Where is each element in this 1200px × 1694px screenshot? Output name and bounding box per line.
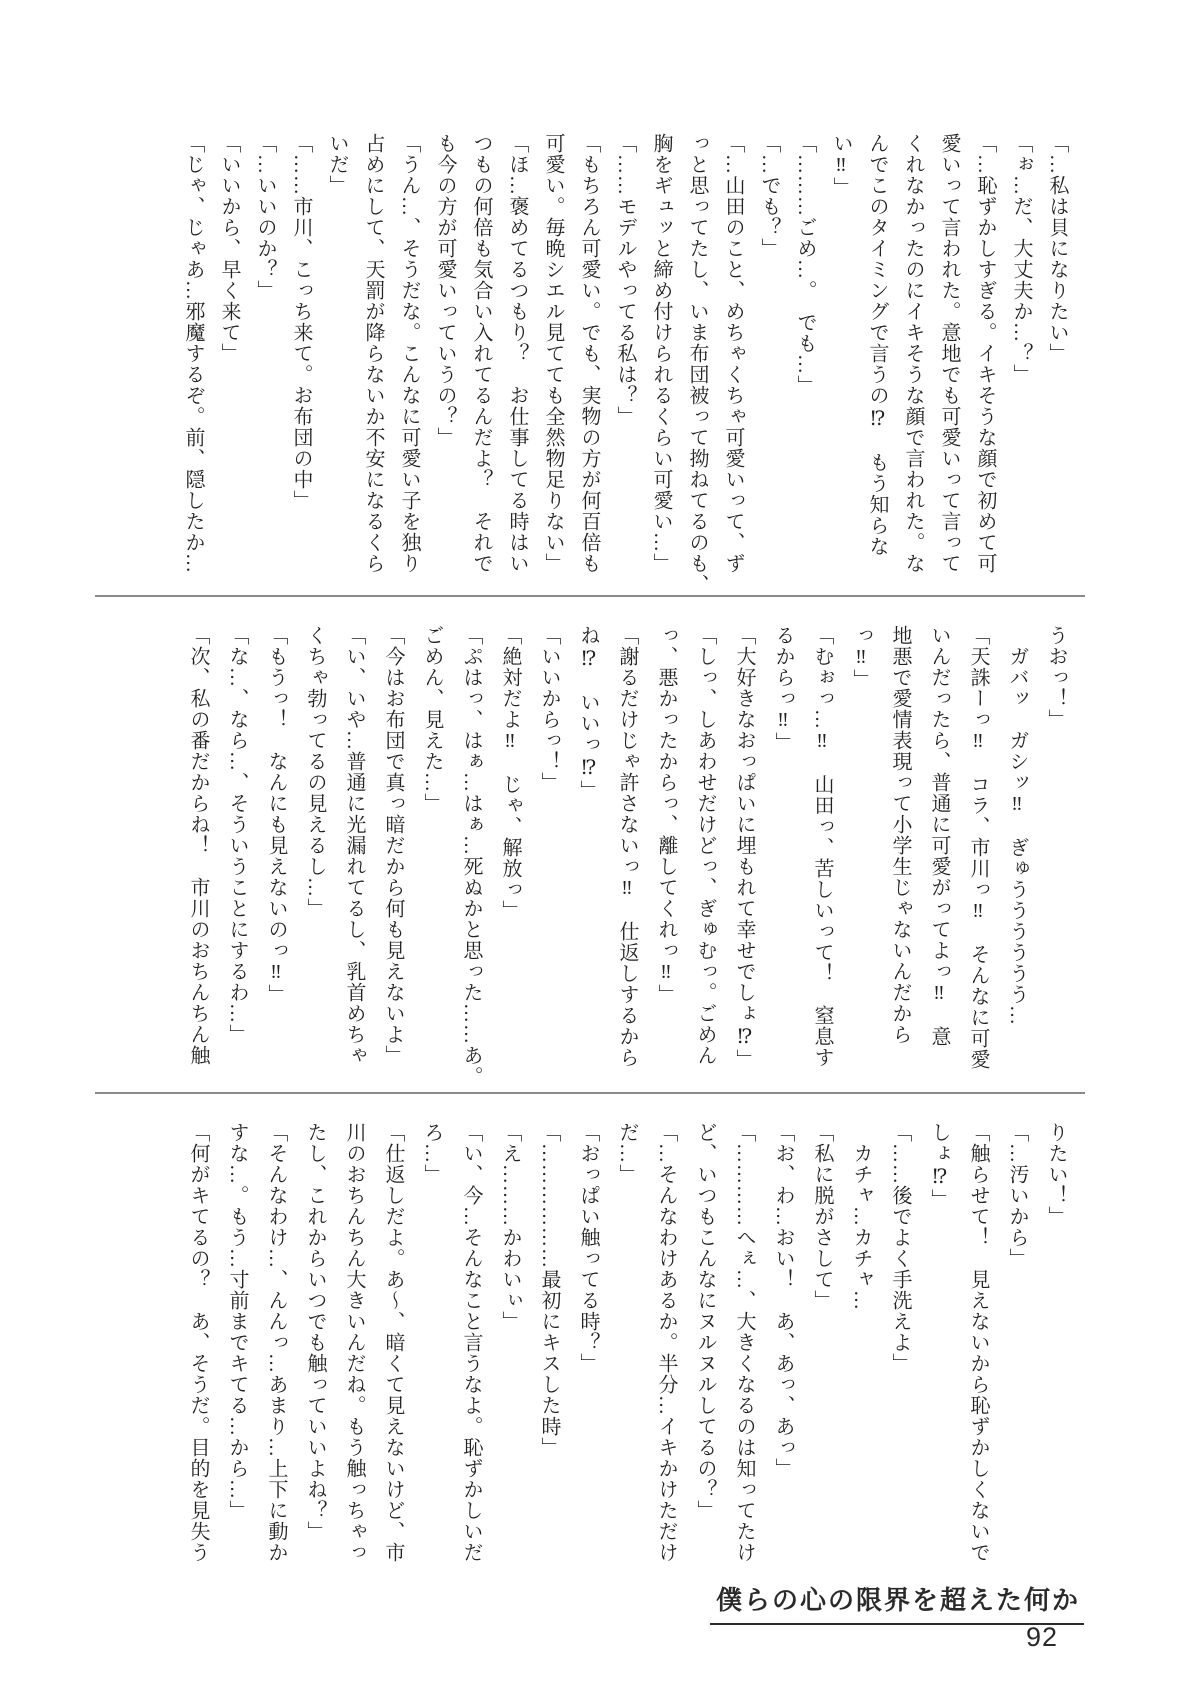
text-line: うおっ！」 [1045, 625, 1067, 730]
text-line: いだ」 [326, 133, 348, 196]
page-number: 92 [1025, 1622, 1058, 1652]
text-line: 「もちろん可愛い。でも、実物の方が何百倍も [578, 133, 600, 574]
text-line: 「お、わ…おい！ あ、あっ、あっ」 [772, 1122, 794, 1479]
text-line: 川のおちんちん大きいんだね。もう触っちゃっ [343, 1122, 365, 1563]
text-line: 「絶対だよ‼ じゃ、解放っ」 [499, 625, 521, 921]
text-line: 「うん…、そうだな。こんなに可愛い子を独り [398, 133, 420, 574]
text-line: りたい！」 [1045, 1122, 1067, 1227]
text-line: い‼」 [830, 133, 852, 198]
text-line: 「……モデルやってる私は？」 [614, 133, 636, 427]
text-line: 「仕返しだよ。あ〜、暗くて見えないけど、市 [382, 1122, 404, 1563]
text-line: 愛いって言われた。意地でも可愛いって言って [938, 133, 960, 574]
text-line: るからっ‼」 [772, 625, 794, 753]
text-line: 「…いいのか？」 [254, 133, 276, 301]
text-line: 「大好きなおっぱいに埋もれて幸せでしょ⁉」 [733, 625, 755, 1070]
text-line: 「え………かわいぃ」 [499, 1122, 521, 1332]
text-line: っと思ってたし、いま布団被って拗ねてるのも、 [686, 133, 708, 595]
text-line: 可愛い。毎晩シエル見てても全然物足りない」 [542, 133, 564, 574]
text-line: 地悪で愛情表現って小学生じゃないんだから [889, 625, 911, 1045]
text-line: んでこのタイミングで言うの⁉ もう知らな [866, 133, 888, 557]
text-line: だ…」 [616, 1122, 638, 1185]
text-line: つもの何倍も気合い入れてるんだよ？ それで [470, 133, 492, 574]
text-line: 胸をギュッと締め付けられるくらい可愛い…」 [650, 133, 672, 574]
text-line: 「私に脱がさして」 [811, 1122, 833, 1311]
text-line: 「いいから、早く来て」 [218, 133, 240, 364]
section-divider-top [95, 595, 1085, 597]
text-line: ね⁉ いいっ⁉」 [577, 625, 599, 801]
text-line: 「しっ、しあわせだけどっ、ぎゅむっ。ごめん [694, 625, 716, 1066]
text-line: 「いいからっ！」 [538, 625, 560, 793]
text-line: 「…………へぇ…、大きくなるのは知ってたけ [733, 1122, 755, 1563]
text-line: っ、悪かったからっ、離してくれっ‼」 [655, 625, 677, 1005]
text-line: 「い、今…そんなこと言うなよ。恥ずかしいだ [460, 1122, 482, 1563]
text-line: 「謝るだけじゃ許さないっ‼ 仕返しするから [616, 625, 638, 1068]
text-line: 「………………最初にキスした時」 [538, 1122, 560, 1458]
text-line: 「おっぱい触ってる時？」 [577, 1122, 599, 1374]
text-block-bottom [150, 1122, 1075, 1572]
text-block-middle [150, 625, 1075, 1087]
text-block-top [150, 133, 1075, 595]
text-line: 「い、いや…普通に光漏れてるし、乳首めちゃ [343, 625, 365, 1066]
text-line: 「天誅ーっ‼ コラ、市川っ‼ そんなに可愛 [967, 625, 989, 1070]
footer-story-title: 僕らの心の限界を超えた何か [710, 1580, 1084, 1625]
text-line: 「何がキてるの？ あ、そうだ。目的を見失う [187, 1122, 209, 1563]
text-line: ごめん、見えた…」 [421, 625, 443, 814]
text-line: くれなかったのにイキそうな顔で言われた。な [902, 133, 924, 574]
text-line: カチャ…カチャ… [850, 1122, 872, 1311]
text-line: っ‼」 [850, 625, 872, 690]
text-line: 「むぉっ…‼ 山田っ、苦しいって！ 窒息す [811, 625, 833, 1068]
text-line: 「触らせて！ 見えないから恥ずかしくないで [967, 1122, 989, 1563]
text-line: 「…そんなわけあるか。半分…イキかけただけ [655, 1122, 677, 1563]
text-line: すな…。もう…寸前までキてる…から…」 [226, 1122, 248, 1521]
text-line: たし、これからいつでも触っていいよね？」 [304, 1122, 326, 1542]
text-line: ど、いつもこんなにヌルヌルしてるの？」 [694, 1122, 716, 1521]
text-line: 「…恥ずかしすぎる。イキそうな顔で初めて可 [974, 133, 996, 574]
text-line: 「……後でよく手洗えよ」 [889, 1122, 911, 1374]
text-line: 「…汚いから」 [1006, 1122, 1028, 1269]
text-line: 「ぷはっ、はぁ…はぁ…死ぬかと思った……あ。 [460, 625, 482, 1087]
text-line: しょ⁉」 [928, 1122, 950, 1210]
text-line: 「…山田のこと、めちゃくちゃ可愛いって、ず [722, 133, 744, 574]
text-line: 「な…、なら…、そういうことにするわ…」 [226, 625, 248, 1045]
text-line: 「……市川、こっち来て。お布団の中」 [290, 133, 312, 511]
text-line: いんだったら、普通に可愛がってよっ‼ 意 [928, 625, 950, 1047]
text-line: 「じゃ、じゃあ…邪魔するぞ。前、隠したか… [182, 133, 204, 574]
text-line: 占めにして、天罰が降らないか不安になるくら [362, 133, 384, 574]
text-line: ろ…」 [421, 1122, 443, 1185]
text-line: 「次、私の番だからね！ 市川のおちんちん触 [187, 625, 209, 1066]
text-line: くちゃ勃ってるの見えるし…」 [304, 625, 326, 919]
section-divider-bottom [95, 1092, 1085, 1094]
text-line: 「ほ…褒めてるつもり？ お仕事してる時はい [506, 133, 528, 574]
text-line: 「今はお布団で真っ暗だから何も見えないよ」 [382, 625, 404, 1066]
text-line: 「ぉ…だ、大丈夫か…？」 [1010, 133, 1032, 385]
text-line: 「…でも？」 [758, 133, 780, 259]
text-line: 「………ごめ…。 でも…」 [794, 133, 816, 396]
text-line: 「そんなわけ…、んんっ…あまり…上下に動か [265, 1122, 287, 1563]
text-line: 「…私は貝になりたい」 [1046, 133, 1068, 364]
text-line: 「もうっ！ なんにも見えないのっ‼」 [265, 625, 287, 1005]
text-line: も今の方が可愛いっていうの？」 [434, 133, 456, 448]
text-line: ガバッ ガシッ‼ ぎゅうううううう… [1006, 625, 1028, 1026]
